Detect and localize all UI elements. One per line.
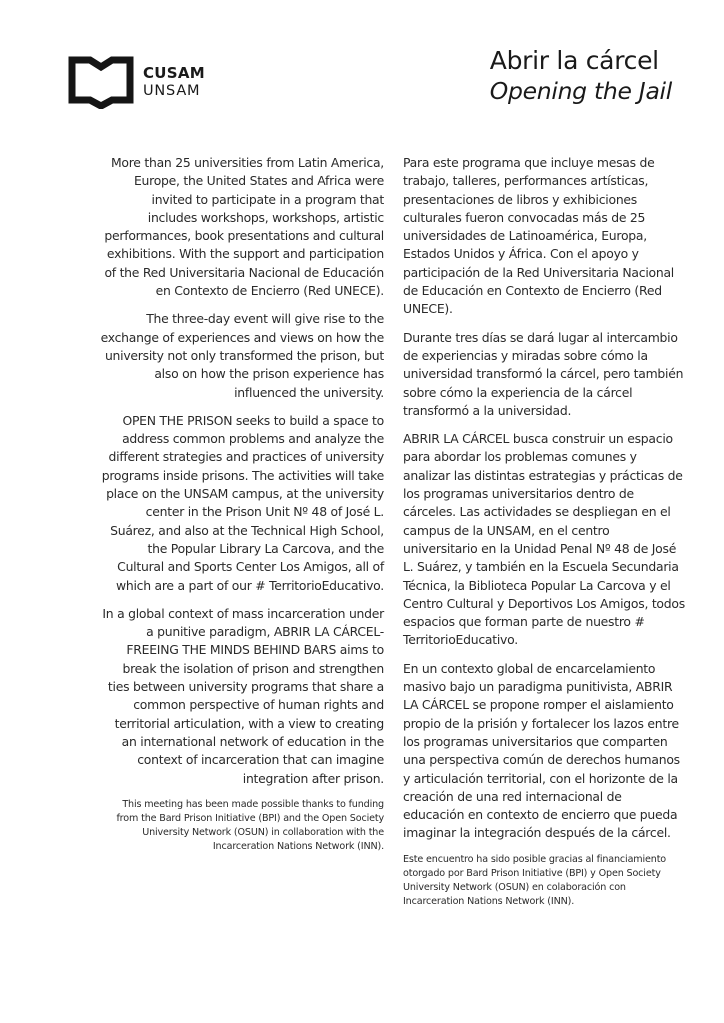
spanish-paragraph-1: Para este programa que incluye mesas de trabajo, talleres, performances artísticas, presentaciones de libros y exhibiciones culturales fueron convocadas más de 25 universidades de Latinoamérica, Europa, Estados Unidos y África. Con el apoyo y participación de la Red Universitaria Nacional de Educación en Contexto de Encierro (Red UNECE). [403,155,674,317]
title-spanish: Abrir la cárcel [489,46,659,75]
logo-cusam: CUSAM [143,63,206,82]
cusam-unsam-logo [68,55,205,109]
spanish-column [403,154,685,920]
english-paragraph-2: The three-day event will give rise to the exchange of experiences and views on how the university not only transformed the prison, but also on how the prison experience has influenced the university. [100,311,384,400]
english-column [100,154,384,865]
english-paragraph-4: In a global context of mass incarceration under a punitive paradigm, ABRIR LA CÁRCEL- FREEING THE MINDS BEHIND BARS aims to break the isolation of prison and strengthen ties between university programs that share a common perspective of human rights and territorial articulation, with a view to creating an international network of education in the context of incarceration that can imagine integration after prison. [102,605,384,786]
spanish-paragraph-2: Durante tres días se dará lugar al intercambio de experiencias y miradas sobre cómo la universidad transformó la cárcel, pero también sobre cómo la experiencia de la cárcel transformó a la universidad. [403,329,684,418]
english-paragraph-3: OPEN THE PRISON seeks to build a space to address common problems and analyze the different strategies and practices of university programs inside prisons. The activities will take place on the UNSAM campus, at the university center in the Prison Unit Nº 48 of José L. Suárez, and also at the Technical High School, the Popular Library La Carcova, and the Cultural and Sports Center Los Amigos, all of which are a part of our # TerritorioEducativo. [101,412,384,593]
logo-wordmark [143,63,206,99]
open-book-icon [68,55,134,109]
spanish-paragraph-3: ABRIR LA CÁRCEL busca construir un espacio para abordar los problemas comunes y analizar las distintas estrategias y prácticas de los programas universitarios dentro de cárceles. Las actividades se despliegan en el campus de la UNSAM, en el centro universitario en la Unidad Penal Nº 48 de José L. Suárez, y también en la Escuela Secundaria Técnica, la Biblioteca Popular La Carcova y el Centro Cultural y Deportivos Los Amigos, todos espacios que forman parte de nuestro # TerritorioEducativo. [403,431,685,648]
spanish-funding-note: Este encuentro ha sido posible gracias al financiamiento otorgado por Bard Prison Initiative (BPI) y Open Society University Network (OSUN) en colaboración con Incarceration Nations Network (INN). [403,853,667,908]
english-paragraph-1: More than 25 universities from Latin America, Europe, the United States and Africa were invited to participate in a program that includes workshops, workshops, artistic performances, book presentations and cultural exhibitions. With the support and participation of the Red Universitaria Nacional de Educación en Contexto de Encierro (Red UNECE). [104,155,384,299]
spanish-paragraph-4: En un contexto global de encarcelamiento masivo bajo un paradigma punitivista, ABRIR LA CÁRCEL se propone romper el aislamiento propio de la prisión y fortalecer los lazos entre los programas universitarios que comparten una perspectiva común de derechos humanos y articulación territorial, con el horizonte de la creación de una red internacional de educación en contexto de encierro que pueda imaginar la integración después de la cárcel. [403,660,680,841]
english-funding-note: This meeting has been made possible thanks to funding from the Bard Prison Initiative (BPI) and the Open Society University Network (OSUN) in collaboration with the Incarceration Nations Network (INN). [116,798,384,853]
page-title [490,46,672,106]
logo-unsam: UNSAM [143,82,201,99]
title-english: Opening the Jail [489,77,672,105]
